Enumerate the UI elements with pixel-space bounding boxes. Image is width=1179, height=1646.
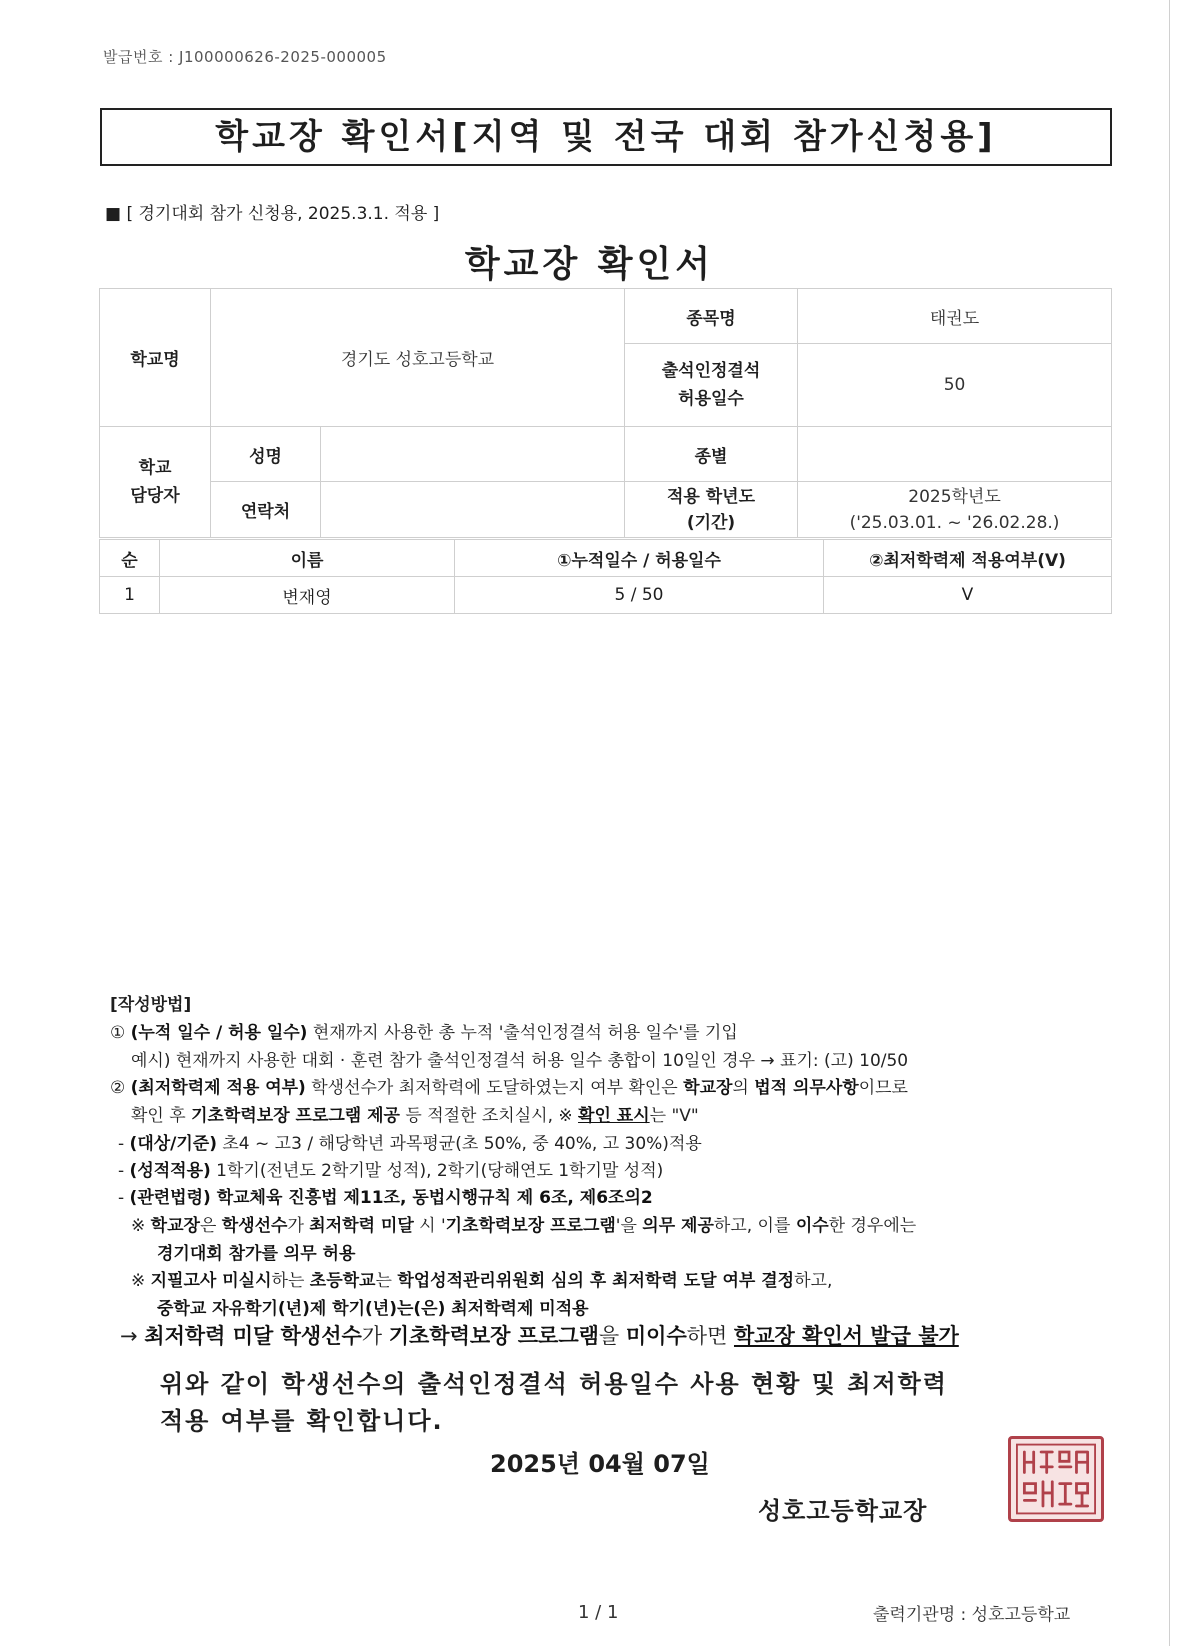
- header-name: 이름: [160, 540, 455, 577]
- method-l8-g: 시 ': [413, 1216, 446, 1236]
- method-l3-e: 의: [732, 1078, 755, 1098]
- method-l5-b: (대상/기준): [129, 1134, 217, 1154]
- method-l12-a: →: [120, 1324, 145, 1348]
- method-l5-c: 초4 ~ 고3 / 해당학년 과목평균(초 50%, 중 40%, 고 30%)적용: [216, 1134, 702, 1154]
- seal-glyphs: [1011, 1439, 1101, 1519]
- method-line-5: [118, 1129, 702, 1154]
- method-l3-g: 이므로: [858, 1078, 908, 1098]
- method-l8-b: 학교장: [150, 1216, 200, 1236]
- issue-number: 발급번호 : J100000626-2025-000005: [103, 48, 387, 66]
- row-name: 변재영: [160, 577, 455, 614]
- sport-label: 종목명: [625, 289, 798, 344]
- method-l10-c: 하는: [271, 1271, 310, 1291]
- method-l8-f: 최저학력 미달: [309, 1216, 414, 1236]
- issue-date: 2025년 04월 07일: [490, 1450, 710, 1478]
- method-l12-c: 가: [361, 1324, 389, 1348]
- confirm-line-1: 위와 같이 학생선수의 출석인정결석 허용일수 사용 현황 및 최저학력: [160, 1370, 948, 1398]
- absence-label: [625, 344, 798, 427]
- method-l12-e: 을: [598, 1324, 626, 1348]
- method-l8-h: 기초학력보장 프로그램: [445, 1216, 616, 1236]
- info-table: [99, 288, 1112, 538]
- year-label-line2: (기간): [686, 512, 736, 533]
- method-l10-e: 는: [375, 1271, 398, 1291]
- method-l8-i: '을: [615, 1216, 643, 1236]
- manager-label: [100, 427, 211, 538]
- method-l10-f: 학업성적관리위원회 심의 후 최저학력 도달 여부 결정: [397, 1271, 795, 1291]
- method-l3-b: (최저학력제 적용 여부): [130, 1078, 306, 1098]
- method-l1-a: ①: [110, 1023, 131, 1043]
- method-l8-a: ※: [131, 1216, 151, 1236]
- row-days: 5 / 50: [455, 577, 824, 614]
- method-line-2: 예시) 현재까지 사용한 대회 · 훈련 참가 출석인정결석 허용 일수 총합이 10일인 경우 → 표기: (고) 10/50: [131, 1051, 909, 1071]
- method-l8-e: 가: [287, 1216, 310, 1236]
- confirm-line-2: 적용 여부를 확인합니다.: [160, 1407, 444, 1435]
- page-indicator: 1 / 1: [578, 1602, 619, 1623]
- method-line-4: [131, 1101, 699, 1126]
- banner-title: 학교장 확인서[지역 및 전국 대회 참가신청용]: [100, 108, 1112, 166]
- method-l6-b: (성적적용): [129, 1161, 211, 1181]
- year-label-line1: 적용 학년도: [667, 486, 756, 507]
- absence-label-line1: 출석인정결석: [661, 361, 761, 381]
- year-label: [625, 482, 798, 538]
- contact-label: 연락처: [211, 482, 321, 538]
- method-line-9: [157, 1239, 355, 1264]
- method-l6-c: 1학기(전년도 2학기말 성적), 2학기(당해연도 1학기말 성적): [210, 1161, 664, 1181]
- category-label: 종별: [625, 427, 798, 482]
- absence-label-line2: 허용일수: [678, 389, 744, 409]
- method-l3-c: 학생선수가 최저학력에 도달하였는지 여부 확인은: [305, 1078, 684, 1098]
- method-l10-b: 지필고사 미실시: [150, 1271, 272, 1291]
- year-value: [798, 482, 1112, 538]
- name-label: 성명: [211, 427, 321, 482]
- method-l10-d: 초등학교: [309, 1271, 376, 1291]
- method-title: [작성방법]: [110, 995, 192, 1015]
- method-l4-b: 기초학력보장 프로그램 제공: [191, 1106, 400, 1126]
- method-l4-e: 는 "V": [649, 1106, 699, 1126]
- method-l12-h: 학교장 확인서 발급 불가: [733, 1324, 959, 1348]
- method-l10-g: 하고,: [794, 1271, 833, 1291]
- main-title: 학교장 확인서: [464, 244, 715, 285]
- method-l12-f: 미이수: [625, 1324, 687, 1348]
- method-l12-b: 최저학력 미달 학생선수: [144, 1324, 362, 1348]
- header-no: 순: [100, 540, 160, 577]
- sub-note: ■ [ 경기대회 참가 신청용, 2025.3.1. 적용 ]: [105, 204, 440, 224]
- sport-value: 태권도: [798, 289, 1112, 344]
- method-l12-g: 하면: [686, 1324, 734, 1348]
- method-line-1: [110, 1018, 738, 1043]
- athlete-table-header: [100, 540, 1112, 577]
- method-l9: 경기대회 참가를 의무 허용: [157, 1244, 356, 1264]
- principal-name: 성호고등학교장: [758, 1497, 928, 1525]
- method-l4-a: 확인 후: [131, 1106, 192, 1126]
- row-applied: V: [824, 577, 1112, 614]
- school-label: 학교명: [100, 289, 211, 427]
- method-line-7: [118, 1183, 653, 1208]
- method-l3-f: 법적 의무사항: [754, 1078, 859, 1098]
- method-l4-d: 확인 표시: [578, 1106, 650, 1126]
- method-l1-b: (누적 일수 / 허용 일수): [130, 1023, 308, 1043]
- method-l8-m: 한 경우에는: [828, 1216, 917, 1236]
- absence-value: 50: [798, 344, 1112, 427]
- year-value-line1: 2025학년도: [908, 486, 1001, 507]
- manager-label-line1: 학교: [138, 458, 172, 478]
- name-value: [321, 427, 625, 482]
- contact-value: [321, 482, 625, 538]
- method-line-6: [118, 1156, 663, 1181]
- method-line-12: [120, 1320, 959, 1350]
- method-l8-k: 하고, 이를: [713, 1216, 796, 1236]
- athlete-table: [99, 539, 1112, 614]
- method-l7-b: (관련법령) 학교체육 진흥법 제11조, 동법시행규칙 제 6조, 제6조의2: [129, 1188, 653, 1208]
- method-line-3: [110, 1073, 908, 1098]
- method-l8-d: 학생선수: [221, 1216, 288, 1236]
- header-days: ①누적일수 / 허용일수: [455, 540, 824, 577]
- category-value: [798, 427, 1112, 482]
- method-line-11: [157, 1294, 589, 1319]
- header-applied: ②최저학력제 적용여부(V): [824, 540, 1112, 577]
- year-value-line2: ('25.03.01. ~ '26.02.28.): [849, 512, 1060, 533]
- method-line-8: [131, 1211, 916, 1236]
- method-l6-a: -: [118, 1161, 130, 1181]
- school-value: 경기도 성호고등학교: [211, 289, 625, 427]
- method-l10-a: ※: [131, 1271, 151, 1291]
- method-l3-a: ②: [110, 1078, 131, 1098]
- method-l11: 중학교 자유학기(년)제 학기(년)는(은) 최저학력제 미적용: [157, 1299, 589, 1319]
- table-row: [100, 577, 1112, 614]
- row-no: 1: [100, 577, 160, 614]
- method-l8-c: 은: [199, 1216, 222, 1236]
- method-l12-d: 기초학력보장 프로그램: [388, 1324, 599, 1348]
- method-line-10: [131, 1266, 832, 1291]
- school-seal-stamp: [1008, 1436, 1104, 1522]
- printer-org: 출력기관명 : 성호고등학교: [873, 1605, 1071, 1625]
- method-l4-c: 등 적절한 조치실시, ※: [399, 1106, 579, 1126]
- method-l8-l: 이수: [795, 1216, 829, 1236]
- manager-label-line2: 담당자: [130, 486, 180, 506]
- method-l5-a: -: [118, 1134, 130, 1154]
- method-l7-a: -: [118, 1188, 130, 1208]
- method-l3-d: 학교장: [683, 1078, 733, 1098]
- method-l1-c: 현재까지 사용한 총 누적 '출석인정결석 허용 일수'를 기입: [307, 1023, 738, 1043]
- method-l8-j: 의무 제공: [642, 1216, 714, 1236]
